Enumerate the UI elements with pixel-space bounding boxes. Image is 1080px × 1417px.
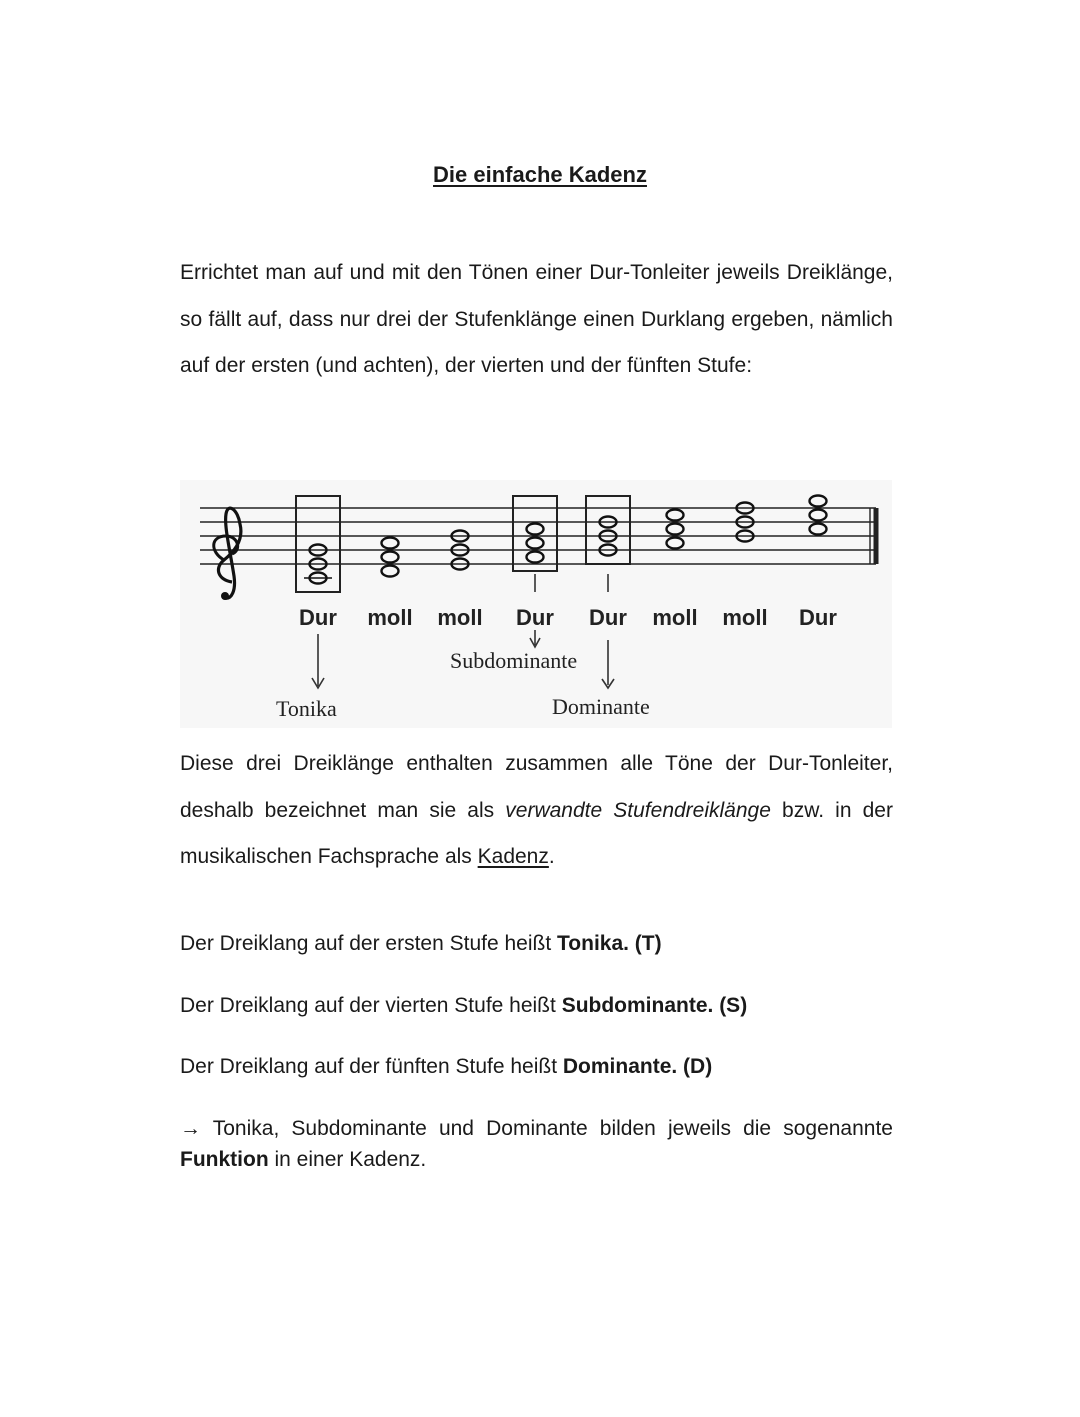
statement-tonika: [180, 929, 893, 959]
dominante-label: Dominante: [552, 694, 650, 719]
p2-text: Diese drei Dreiklänge enthalten zusammen alle Töne der Dur-Tonleiter, deshalb bezeichnet man sie als: [180, 752, 893, 822]
note-head: [382, 552, 399, 563]
funktion-term: Funktion: [180, 1148, 269, 1171]
chord-quality-label: Dur: [589, 605, 627, 630]
intro-paragraph: Errichtet man auf und mit den Tönen einer Dur-Tonleiter jeweils Dreiklänge, so fällt auf, dass nur drei der Stufenklänge einen Durklang ergeben, nämlich auf der ersten (und achten), der vierten und der fünften Stufe:: [180, 261, 893, 377]
page-title: Die einfache Kadenz: [433, 162, 647, 187]
music-staff: [180, 480, 892, 728]
note-head: [527, 538, 544, 549]
statement-text: Der Dreiklang auf der vierten Stufe heißt: [180, 994, 562, 1017]
note-head: [810, 524, 827, 535]
conclusion: [180, 1113, 893, 1175]
chord-quality-label: Dur: [516, 605, 554, 630]
arrow-right-icon: →: [180, 1117, 201, 1140]
note-head: [382, 538, 399, 549]
tonika-label: Tonika: [276, 696, 337, 721]
note-head: [667, 510, 684, 521]
p2-mid-text: bzw. in der musikalischen Fachsprache als: [180, 798, 893, 868]
cadence-figure: [180, 480, 892, 728]
note-head: [382, 566, 399, 577]
note-head: [527, 524, 544, 535]
chord-notes: [296, 496, 827, 593]
p2-end: .: [548, 845, 555, 868]
statement-text: Der Dreiklang auf der fünften Stufe heißt: [180, 1055, 563, 1078]
conclusion-text: Tonika, Subdominante und Dominante bilden jeweils die sogenannte: [201, 1117, 893, 1140]
second-paragraph: [180, 741, 893, 881]
p2-italic-term: verwandte Stufendreiklänge: [505, 798, 771, 822]
chord-quality-label: moll: [652, 605, 698, 630]
note-head: [667, 538, 684, 549]
statement-term: Subdominante. (S): [561, 994, 748, 1017]
kadenz-term: Kadenz: [477, 845, 549, 868]
subdominante-label: Subdominante: [450, 648, 578, 673]
chord-quality-label: moll: [722, 605, 768, 630]
chord-quality-label: moll: [367, 605, 413, 630]
note-head: [810, 496, 827, 507]
statement-dominante: [180, 1052, 893, 1082]
statement-text: Der Dreiklang auf der ersten Stufe heißt: [180, 932, 558, 955]
chord-quality-label: moll: [437, 605, 483, 630]
note-head: [667, 524, 684, 535]
chord-quality-label: Dur: [299, 605, 337, 630]
staff-lines: [200, 508, 876, 564]
note-head: [527, 552, 544, 563]
chord-quality-label: Dur: [799, 605, 837, 630]
conclusion-end: in einer Kadenz.: [268, 1148, 427, 1171]
note-head: [810, 510, 827, 521]
statement-term: Tonika. (T): [557, 932, 662, 955]
statement-subdominante: [180, 991, 893, 1021]
statement-term: Dominante. (D): [562, 1055, 713, 1078]
